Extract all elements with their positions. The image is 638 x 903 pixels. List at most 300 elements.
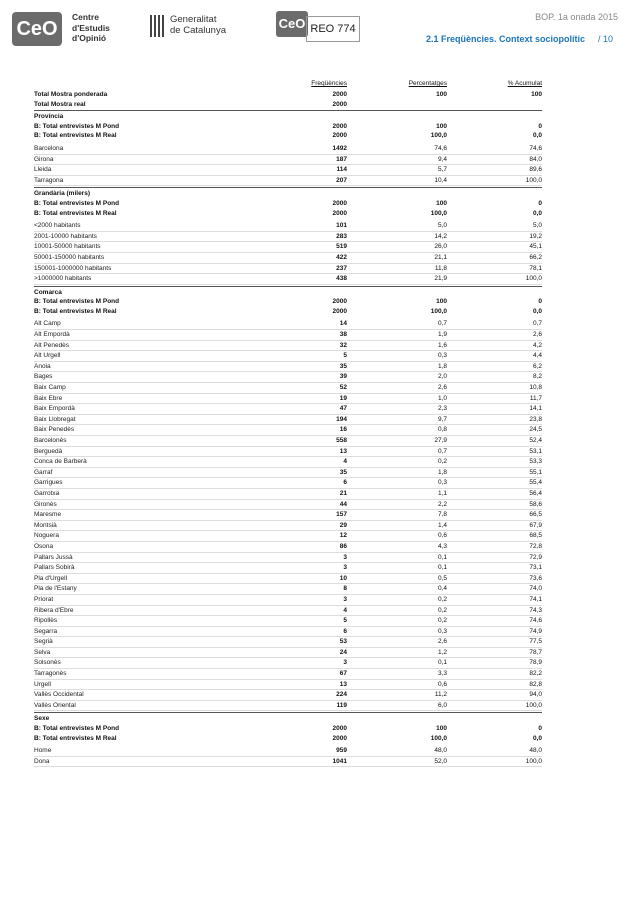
table-row <box>34 746 542 757</box>
cell-pct: 1,4 <box>437 521 447 529</box>
cell-pct: 10,4 <box>434 176 447 184</box>
cell-freq: 2000 <box>332 132 347 140</box>
cell-label: >1000000 habitants <box>34 275 92 283</box>
divider <box>34 110 542 111</box>
cell-freq: 959 <box>336 747 347 755</box>
cell-freq: 19 <box>339 394 347 402</box>
cell-freq: 32 <box>339 341 347 349</box>
section-title: 2.1 Freqüències. Context sociopolític <box>426 34 586 44</box>
cell-freq: 39 <box>339 373 347 381</box>
cell-acc: 56,4 <box>529 489 542 497</box>
cell-freq: 21 <box>339 489 347 497</box>
table-row <box>34 90 542 100</box>
table-row <box>34 319 542 330</box>
cell-freq: 35 <box>339 362 347 370</box>
cell-pct: 1,1 <box>437 489 447 497</box>
cell-acc: 14,1 <box>529 405 542 413</box>
cell-freq: 10 <box>339 574 347 582</box>
cell-acc: 66,5 <box>529 511 542 519</box>
cell-pct: 100 <box>436 122 447 130</box>
cell-pct: 11,2 <box>434 691 447 699</box>
cell-label: Segarra <box>34 627 58 635</box>
cell-pct: 1,9 <box>437 331 447 339</box>
cell-pct: 100 <box>436 298 447 306</box>
cell-label: Baix Llobregat <box>34 415 76 423</box>
cell-label: Ripollès <box>34 617 58 625</box>
cell-label: Pallars Sobirà <box>34 564 75 572</box>
cell-freq: 6 <box>343 479 347 487</box>
cell-pct: 0,7 <box>437 447 447 455</box>
cell-label: Pla de l'Estany <box>34 585 77 593</box>
page-header <box>0 0 638 56</box>
cell-freq: 2000 <box>332 734 347 742</box>
cell-acc: 0 <box>538 199 542 207</box>
cell-label: Baix Ebre <box>34 394 63 402</box>
cell-label: Urgell <box>34 680 51 688</box>
cell-freq: 2000 <box>332 91 347 98</box>
cell-acc: 77,5 <box>529 638 542 646</box>
cell-freq: 3 <box>343 564 347 572</box>
cell-acc: 10,8 <box>529 384 542 392</box>
cell-freq: 1041 <box>332 757 347 765</box>
cell-pct: 0,6 <box>437 532 447 540</box>
cell-label: Priorat <box>34 595 54 603</box>
cell-pct: 11,8 <box>434 264 447 272</box>
cell-freq: 2000 <box>332 199 347 207</box>
cell-freq: 5 <box>343 617 347 625</box>
cell-pct: 6,0 <box>437 701 447 709</box>
cell-label: 10001-50000 habitants <box>34 243 101 251</box>
cell-label: 2001-10000 habitants <box>34 232 97 240</box>
table-row <box>34 112 542 122</box>
table-row <box>34 209 542 219</box>
cell-pct: 52,0 <box>434 757 447 765</box>
cell-pct: 100,0 <box>430 132 447 140</box>
cell-pct: 5,0 <box>437 222 447 230</box>
cell-label: B: Total entrevistes M Real <box>34 307 117 315</box>
cell-freq: 13 <box>339 447 347 455</box>
cell-freq: 52 <box>339 384 347 392</box>
cell-label: Barcelonès <box>34 437 67 444</box>
cell-pct: 0,2 <box>437 595 447 603</box>
cell-freq: 2000 <box>332 100 347 108</box>
cell-acc: 11,7 <box>529 394 542 402</box>
cell-acc: 74,9 <box>529 627 542 635</box>
cell-acc: 82,2 <box>529 670 542 678</box>
cell-label: Selva <box>34 648 51 656</box>
cell-freq: 187 <box>336 155 347 163</box>
cell-pct: 1,0 <box>437 394 447 402</box>
table-row <box>34 669 542 680</box>
bop-label: BOP. 1a onada 2015 <box>535 12 618 22</box>
cell-label: Osona <box>34 542 54 550</box>
table-row <box>34 510 542 521</box>
cell-pct: 0,8 <box>437 426 447 434</box>
cell-pct: 100 <box>436 91 447 98</box>
cell-pct: 21,1 <box>434 253 447 261</box>
cell-freq: 2000 <box>332 122 347 130</box>
cell-freq: 2000 <box>332 298 347 306</box>
cell-pct: 27,9 <box>434 437 447 444</box>
cell-acc: 0,0 <box>532 307 542 315</box>
table-row <box>34 165 542 176</box>
cell-label: Home <box>34 747 52 755</box>
cell-acc: 74,6 <box>529 617 542 625</box>
cell-freq: 38 <box>339 331 347 339</box>
cell-acc: 89,6 <box>529 166 542 174</box>
cell-label: B: Total entrevistes M Real <box>34 132 117 140</box>
cell-label: Garraf <box>34 468 53 476</box>
cell-acc: 84,0 <box>529 155 542 163</box>
cell-acc: 0,0 <box>532 209 542 217</box>
cell-acc: 6,2 <box>532 362 542 370</box>
cell-acc: 23,8 <box>529 415 542 423</box>
cell-label: Grandària (milers) <box>34 190 90 198</box>
cell-acc: 4,4 <box>532 352 542 360</box>
cell-pct: 1,2 <box>437 648 447 656</box>
table-row <box>34 478 542 489</box>
cell-acc: 2,6 <box>532 331 542 339</box>
cell-pct: 0,2 <box>437 606 447 614</box>
table-row <box>34 757 542 768</box>
table-row <box>34 404 542 415</box>
cell-label: Vallès Occidental <box>34 691 84 699</box>
cell-label: B: Total entrevistes M Real <box>34 209 117 217</box>
cell-freq: 2000 <box>332 307 347 315</box>
cell-freq: 519 <box>336 243 347 251</box>
table-row <box>34 189 542 199</box>
table-row <box>34 500 542 511</box>
cell-freq: 44 <box>339 500 347 508</box>
table-row <box>34 131 542 141</box>
table-row <box>34 297 542 307</box>
cell-freq: 194 <box>336 415 347 423</box>
cell-freq: 237 <box>336 264 347 272</box>
cell-freq: 2000 <box>332 209 347 217</box>
cell-label: Anoia <box>34 362 51 370</box>
cell-pct: 100,0 <box>430 307 447 315</box>
cell-pct: 7,8 <box>437 511 447 519</box>
table-row <box>34 242 542 253</box>
cell-label: B: Total entrevistes M Pond <box>34 122 120 130</box>
cell-label: Bages <box>34 373 53 381</box>
cell-freq: 422 <box>336 253 347 261</box>
cell-label: Alt Urgell <box>34 352 61 360</box>
cell-label: Alt Empordà <box>34 331 70 339</box>
table-row <box>34 690 542 701</box>
cell-acc: 74,3 <box>529 606 542 614</box>
cell-freq: 157 <box>336 511 347 519</box>
cell-pct: 48,0 <box>434 747 447 755</box>
cell-acc: 82,8 <box>529 680 542 688</box>
cell-label: Lleida <box>34 166 52 174</box>
cell-pct: 0,2 <box>437 458 447 466</box>
cell-freq: 3 <box>343 595 347 603</box>
ceo-logo: CeO <box>12 12 62 46</box>
cell-pct: 0,1 <box>437 659 447 667</box>
cell-acc: 0 <box>538 298 542 306</box>
table-row <box>34 288 542 298</box>
cell-acc: 24,5 <box>529 426 542 434</box>
table-row <box>34 122 542 132</box>
table-row <box>34 658 542 669</box>
cell-label: 150001-1000000 habitants <box>34 264 112 272</box>
table-row <box>34 415 542 426</box>
cell-acc: 100,0 <box>525 757 542 765</box>
cell-pct: 9,7 <box>437 415 447 423</box>
cell-label: Baix Camp <box>34 384 66 392</box>
cell-acc: 74,1 <box>529 595 542 603</box>
cell-label: Gironès <box>34 500 57 508</box>
generalitat-emblem-icon <box>150 15 164 37</box>
cell-freq: 24 <box>339 648 347 656</box>
table-row <box>34 489 542 500</box>
cell-freq: 8 <box>343 585 347 593</box>
divider <box>34 712 542 713</box>
cell-label: Dona <box>34 757 50 765</box>
cell-pct: 0,7 <box>437 320 447 328</box>
cell-label: Ribera d'Ebre <box>34 606 74 614</box>
cell-acc: 55,1 <box>529 468 542 476</box>
cell-acc: 73,6 <box>529 574 542 582</box>
table-row <box>34 155 542 166</box>
table-row <box>34 553 542 564</box>
cell-freq: 114 <box>336 166 347 174</box>
table-row <box>34 232 542 243</box>
cell-label: Comarca <box>34 288 62 296</box>
cell-pct: 0,1 <box>437 553 447 561</box>
ceo-name-line: Centre <box>72 12 99 22</box>
table-row <box>34 221 542 232</box>
table-row <box>34 394 542 405</box>
table-row <box>34 724 542 734</box>
table-row <box>34 680 542 691</box>
cell-pct: 0,3 <box>437 479 447 487</box>
cell-label: Noguera <box>34 532 59 540</box>
cell-label: Pallars Jussà <box>34 553 73 561</box>
cell-acc: 78,9 <box>529 659 542 667</box>
cell-acc: 48,0 <box>529 747 542 755</box>
ceo-name <box>72 12 110 44</box>
cell-pct: 1,6 <box>437 341 447 349</box>
table-row <box>34 701 542 712</box>
table-row <box>34 616 542 627</box>
cell-pct: 9,4 <box>437 155 447 163</box>
table-row <box>34 627 542 638</box>
cell-pct: 0,1 <box>437 564 447 572</box>
generalitat-line: Generalitat <box>170 14 217 25</box>
cell-label: Vallès Oriental <box>34 701 76 709</box>
table-row <box>34 574 542 585</box>
cell-pct: 2,6 <box>437 638 447 646</box>
cell-acc: 0,0 <box>532 734 542 742</box>
cell-freq: 3 <box>343 659 347 667</box>
cell-acc: 100,0 <box>525 176 542 184</box>
table-row <box>34 595 542 606</box>
cell-freq: 283 <box>336 232 347 240</box>
cell-label: Sexe <box>34 715 50 723</box>
cell-label: Tarragonès <box>34 670 67 678</box>
table-row <box>34 100 542 110</box>
cell-label: Berguedà <box>34 447 63 455</box>
generalitat-name <box>170 15 226 36</box>
cell-label: B: Total entrevistes M Pond <box>34 298 120 306</box>
cell-freq: 207 <box>336 176 347 184</box>
cell-acc: 5,0 <box>532 222 542 230</box>
cell-pct: 0,5 <box>437 574 447 582</box>
cell-pct: 100 <box>436 199 447 207</box>
cell-pct: 100,0 <box>430 734 447 742</box>
table-row <box>34 362 542 373</box>
cell-label: Baix Penedès <box>34 426 75 434</box>
table-row <box>34 199 542 209</box>
table-row <box>34 542 542 553</box>
cell-acc: 100,0 <box>525 701 542 709</box>
cell-pct: 100,0 <box>430 209 447 217</box>
cell-pct: 0,4 <box>437 585 447 593</box>
table-row <box>34 253 542 264</box>
cell-acc: 74,0 <box>529 585 542 593</box>
table-row <box>34 372 542 383</box>
cell-freq: 86 <box>339 542 347 550</box>
reo-label: REO 774 <box>306 16 360 42</box>
cell-pct: 2,6 <box>437 384 447 392</box>
cell-pct: 5,7 <box>437 166 447 174</box>
cell-label: 50001-150000 habitants <box>34 253 105 261</box>
cell-freq: 6 <box>343 627 347 635</box>
cell-acc: 68,5 <box>529 532 542 540</box>
table-row <box>34 563 542 574</box>
table-row <box>34 457 542 468</box>
cell-pct: 74,6 <box>434 144 447 152</box>
cell-label: Barcelona <box>34 144 64 152</box>
cell-label: Alt Camp <box>34 320 61 328</box>
cell-freq: 53 <box>339 638 347 646</box>
cell-freq: 4 <box>343 606 347 614</box>
divider <box>34 187 542 188</box>
cell-acc: 72,9 <box>529 553 542 561</box>
cell-pct: 0,3 <box>437 627 447 635</box>
cell-pct: 2,3 <box>437 405 447 413</box>
cell-label: Pla d'Urgell <box>34 574 68 582</box>
cell-pct: 1,8 <box>437 468 447 476</box>
cell-acc: 67,9 <box>529 521 542 529</box>
cell-acc: 45,1 <box>529 243 542 251</box>
cell-pct: 4,3 <box>437 542 447 550</box>
table-row <box>34 351 542 362</box>
cell-freq: 438 <box>336 275 347 283</box>
table-row <box>34 648 542 659</box>
cell-label: B: Total entrevistes M Pond <box>34 199 120 207</box>
cell-label: <2000 habitants <box>34 222 81 230</box>
cell-acc: 58,6 <box>529 500 542 508</box>
cell-freq: 35 <box>339 468 347 476</box>
cell-label: Maresme <box>34 511 62 519</box>
cell-label: Segrià <box>34 638 53 646</box>
cell-acc: 55,4 <box>529 479 542 487</box>
ceo-name-line: d'Opinió <box>72 33 107 43</box>
cell-freq: 2000 <box>332 725 347 733</box>
cell-acc: 100,0 <box>525 275 542 283</box>
cell-acc: 78,1 <box>529 264 542 272</box>
table-row <box>34 425 542 436</box>
cell-acc: 74,6 <box>529 144 542 152</box>
cell-freq: 14 <box>339 320 347 328</box>
cell-acc: 19,2 <box>529 232 542 240</box>
cell-label: Montsià <box>34 521 57 529</box>
cell-pct: 3,3 <box>437 670 447 678</box>
table-row <box>34 584 542 595</box>
cell-acc: 0,0 <box>532 132 542 140</box>
cell-freq: 47 <box>339 405 347 413</box>
cell-acc: 66,2 <box>529 253 542 261</box>
cell-label: Província <box>34 113 64 121</box>
table-row <box>34 264 542 275</box>
cell-acc: 53,1 <box>529 447 542 455</box>
cell-label: Total Mostra ponderada <box>34 91 108 98</box>
table-row <box>34 637 542 648</box>
cell-pct: 26,0 <box>434 243 447 251</box>
cell-pct: 2,2 <box>437 500 447 508</box>
cell-freq: 13 <box>339 680 347 688</box>
table-row <box>34 521 542 532</box>
table-row <box>34 606 542 617</box>
generalitat-line: de Catalunya <box>170 24 226 36</box>
cell-freq: 558 <box>336 437 347 444</box>
cell-acc: 53,3 <box>529 458 542 466</box>
table-row <box>34 468 542 479</box>
cell-label: B: Total entrevistes M Pond <box>34 725 120 733</box>
ceo-name-line: d'Estudis <box>72 22 110 33</box>
table-row <box>34 714 542 724</box>
cell-pct: 2,0 <box>437 373 447 381</box>
cell-freq: 67 <box>339 670 347 678</box>
cell-label: Garrotxa <box>34 489 60 497</box>
frequency-table <box>34 90 542 767</box>
table-row <box>34 307 542 317</box>
table-row <box>34 274 542 285</box>
table-row <box>34 436 542 447</box>
table-row <box>34 447 542 458</box>
cell-acc: 52,4 <box>529 437 542 444</box>
cell-pct: 0,3 <box>437 352 447 360</box>
cell-acc: 0,7 <box>532 320 542 328</box>
cell-acc: 94,0 <box>529 691 542 699</box>
cell-acc: 78,7 <box>529 648 542 656</box>
col-pct-header: Percentatges <box>408 80 447 87</box>
cell-freq: 119 <box>336 701 347 709</box>
cell-pct: 21,9 <box>434 275 447 283</box>
cell-label: Total Mostra real <box>34 100 86 108</box>
table-row <box>34 531 542 542</box>
cell-freq: 101 <box>336 222 347 230</box>
cell-acc: 73,1 <box>529 564 542 572</box>
cell-acc: 8,2 <box>532 373 542 381</box>
cell-freq: 224 <box>336 691 347 699</box>
cell-pct: 0,6 <box>437 680 447 688</box>
ceo-small-logo: CeO <box>276 11 308 37</box>
table-row <box>34 176 542 187</box>
cell-freq: 29 <box>339 521 347 529</box>
cell-label: Baix Empordà <box>34 405 75 413</box>
table-row <box>34 734 542 744</box>
cell-acc: 0 <box>538 122 542 130</box>
cell-pct: 14,2 <box>434 232 447 240</box>
cell-label: Solsonès <box>34 659 61 667</box>
cell-label: Tarragona <box>34 176 64 184</box>
table-row <box>34 383 542 394</box>
cell-label: Alt Penedès <box>34 341 70 349</box>
